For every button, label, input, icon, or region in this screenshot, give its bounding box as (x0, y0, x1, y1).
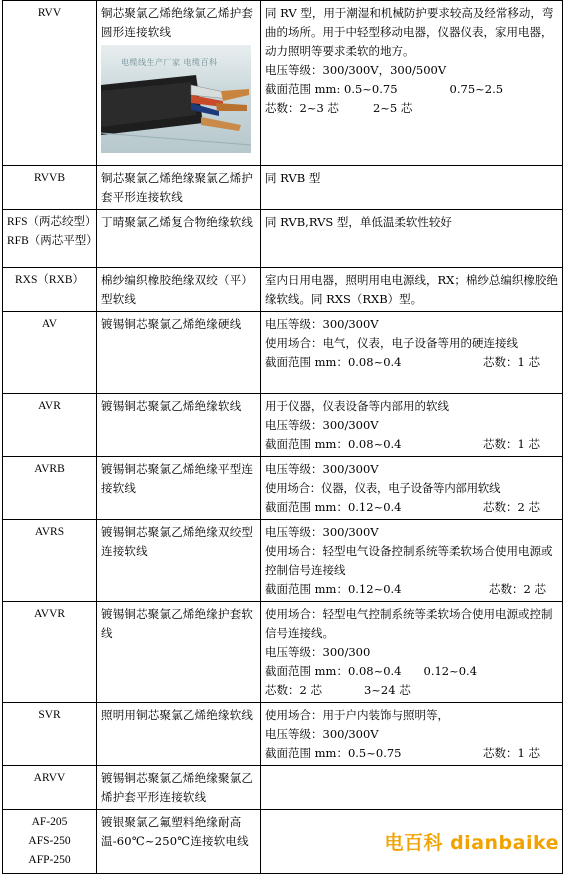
model-cell: ARVV (3, 766, 97, 810)
table-row (3, 457, 563, 520)
site-watermark: 电百科 dianbaike (384, 832, 559, 854)
voltage-text: 电压等级：300/300V，300/500V (265, 63, 447, 77)
section-range-a: 0.08~0.4 (347, 664, 402, 678)
section-text: 截面范围 mm：0.5~0.75 (265, 746, 402, 760)
description-cell: 镀锡铜芯聚氯乙烯绝缘平型连接软线 (97, 457, 261, 520)
usage-cell (261, 394, 563, 457)
cable-illustration (101, 45, 251, 153)
model-cell: RVVB (3, 166, 97, 210)
section-range-b: 0.75~2.5 (449, 82, 504, 96)
description-cell: 铜芯聚氯乙烯绝缘聚氯乙烯护套平形连接软线 (97, 166, 261, 210)
section-text (265, 662, 558, 681)
cores-label: 芯数： (265, 101, 300, 115)
table-row (3, 268, 563, 312)
usage-text: 使用场合：仪器，仪表，电子设备等内部用软线 (265, 481, 501, 495)
description-cell: 镀锡铜芯聚氯乙烯绝缘护套软线 (97, 602, 261, 703)
section-label: 截面范围 mm： (265, 664, 348, 678)
section-text (265, 80, 558, 99)
table-row (3, 1, 563, 166)
table-row (3, 766, 563, 810)
voltage-text: 电压等级：300/300V (265, 462, 379, 476)
model-line: AF-205 (31, 816, 68, 828)
section-range-a: 0.5~0.75 (344, 82, 398, 96)
usage-text: 同 RV 型，用于潮湿和机械防护要求较高及经常移动，弯曲的场所。用于中轻型移动电器，仪器仪表，家用电器，动力照明等要求柔软的地方。 (265, 6, 554, 58)
model-cell: RXS（RXB） (3, 268, 97, 312)
table-row (3, 210, 563, 268)
model-cell: AVR (3, 394, 97, 457)
model-line: AFP-250 (28, 854, 71, 866)
model-line: AFS-250 (28, 835, 71, 847)
usage-cell (261, 1, 563, 166)
model-cell: AV (3, 312, 97, 394)
section-text: 截面范围 mm：0.12~0.4 (265, 582, 402, 596)
usage-text: 使用场合：轻型电气设备控制系统等柔软场合使用电源或控制信号连接线 (265, 544, 553, 577)
voltage-text: 电压等级：300/300 (265, 645, 371, 659)
section-text: 截面范围 mm：0.08~0.4 (265, 437, 402, 451)
usage-cell (261, 703, 563, 766)
model-cell: RFS（两芯绞型）RFB（两芯平型） (3, 210, 97, 268)
model-cell (3, 810, 97, 874)
description-cell: 镀银聚氯乙氟塑料绝缘耐高温-60℃~250℃连接软电线 (97, 810, 261, 874)
cores-text (265, 681, 558, 700)
photo-caption: 电缆线生产厂家 电缆百科 (121, 58, 218, 67)
usage-text: 使用场合：用于户内装饰与照明等， (265, 708, 449, 722)
cores-b: 2~5 芯 (372, 101, 413, 115)
cores-a: 2~3 芯 (299, 101, 339, 115)
usage-cell (261, 520, 563, 602)
description-cell: 镀锡铜芯聚氯乙烯绝缘双绞型连接软线 (97, 520, 261, 602)
usage-text: 使用场合：电气，仪表，电子设备等用的硬连接线 (265, 336, 518, 350)
usage-text: 用于仪器，仪表设备等内部用的软线 (265, 399, 449, 413)
description-cell (97, 1, 261, 166)
description-cell: 镀锡铜芯聚氯乙烯绝缘聚氯乙烯护套平形连接软线 (97, 766, 261, 810)
section-cores-line (265, 498, 558, 517)
table-row (3, 312, 563, 394)
usage-cell (261, 457, 563, 520)
cores-text: 芯数：1 芯 (483, 437, 540, 451)
description-text: 铜芯聚氯乙烯绝缘氯乙烯护套圆形连接软线 (101, 6, 254, 39)
section-cores-line (265, 353, 558, 372)
voltage-text: 电压等级：300/300V (265, 418, 379, 432)
model-cell: SVR (3, 703, 97, 766)
section-range-b: 0.12~0.4 (423, 664, 478, 678)
voltage-text: 电压等级：300/300V (265, 727, 379, 741)
description-cell: 镀锡铜芯聚氯乙烯绝缘硬线 (97, 312, 261, 394)
voltage-text: 电压等级：300/300V (265, 317, 379, 331)
cores-b: 3~24 芯 (363, 683, 411, 697)
section-label: 截面范围 mm: (265, 82, 341, 96)
cable-photo (101, 45, 251, 153)
usage-cell (261, 602, 563, 703)
usage-cell (261, 766, 563, 810)
cable-spec-table (2, 0, 563, 874)
usage-text: 使用场合：轻型电气控制系统等柔软场合使用电源或控制信号连接线。 (265, 607, 553, 640)
usage-cell: 同 RVB,RVS 型，单低温柔软性较好 (261, 210, 563, 268)
description-cell: 棉纱编织橡胶绝缘双绞（平）型软线 (97, 268, 261, 312)
model-cell: AVRS (3, 520, 97, 602)
table-row (3, 520, 563, 602)
section-text: 截面范围 mm：0.12~0.4 (265, 500, 402, 514)
voltage-text: 电压等级：300/300V (265, 525, 379, 539)
cores-text: 芯数：2 芯 (489, 582, 546, 596)
table-row (3, 703, 563, 766)
table-row (3, 394, 563, 457)
usage-cell (261, 312, 563, 394)
usage-cell: 室内日用电器，照明用电电源线，RX；棉纱总编织橡胶绝缘软线。同 RXS（RXB）型。 (261, 268, 563, 312)
description-cell: 照明用铜芯聚氯乙烯绝缘软线 (97, 703, 261, 766)
description-cell: 镀锡铜芯聚氯乙烯绝缘软线 (97, 394, 261, 457)
table-row (3, 166, 563, 210)
section-cores-line (265, 435, 558, 454)
section-cores-line (265, 744, 558, 763)
section-text: 截面范围 mm：0.08~0.4 (265, 355, 402, 369)
cores-text: 芯数：1 芯 (483, 746, 540, 760)
description-cell: 丁晴聚氯乙烯复合物绝缘软线 (97, 210, 261, 268)
cores-text: 芯数：1 芯 (483, 355, 540, 369)
section-cores-line (265, 580, 558, 599)
cores-a: 芯数：2 芯 (265, 683, 322, 697)
model-cell: RVV (3, 1, 97, 166)
table-row (3, 602, 563, 703)
usage-cell: 同 RVB 型 (261, 166, 563, 210)
cores-text (265, 99, 558, 118)
model-cell: AVVR (3, 602, 97, 703)
cores-text: 芯数：2 芯 (483, 500, 540, 514)
model-cell: AVRB (3, 457, 97, 520)
